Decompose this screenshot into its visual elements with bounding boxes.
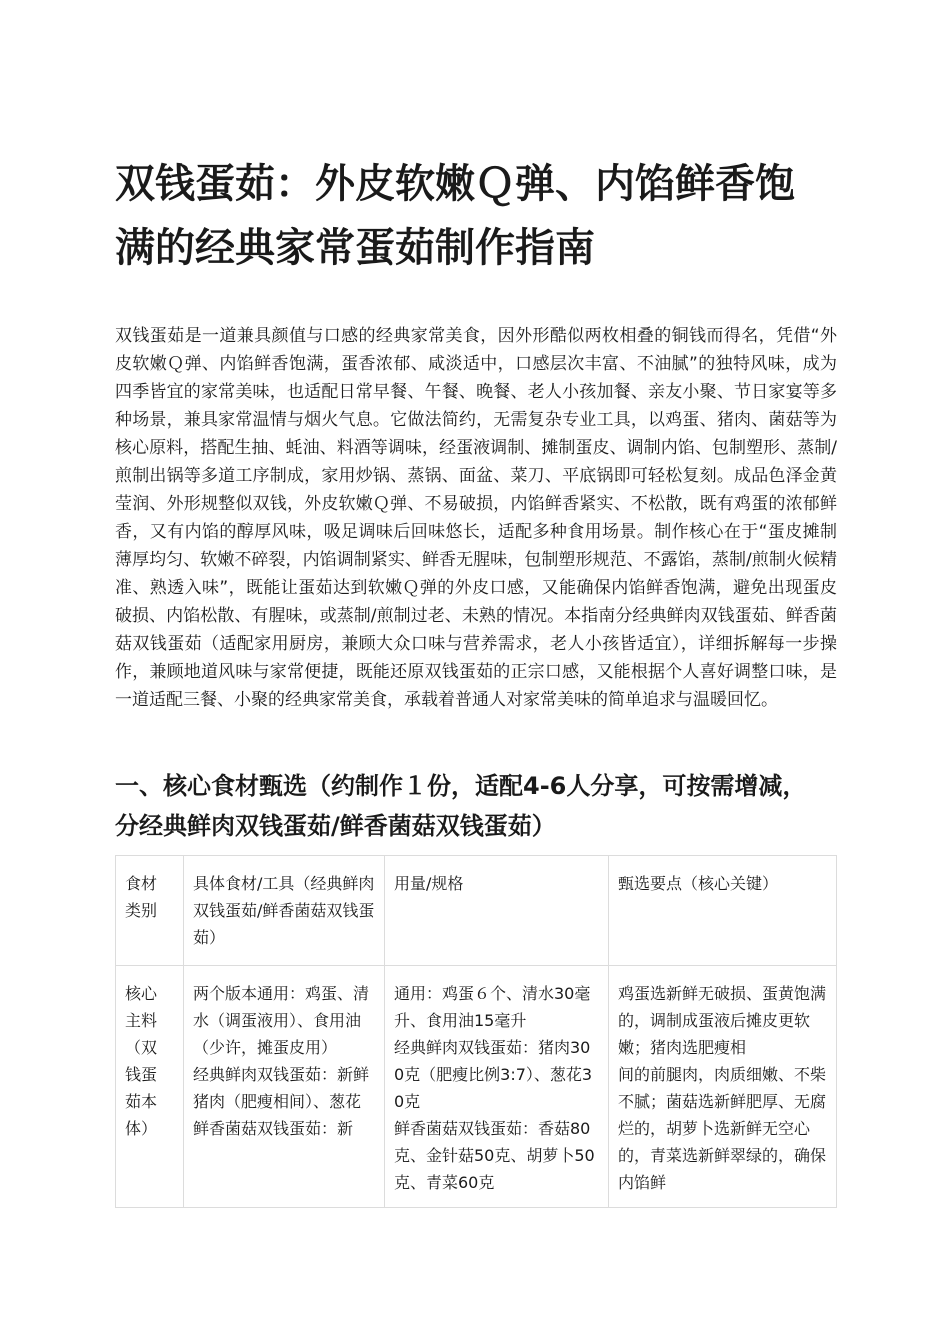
table-row xyxy=(116,966,837,1208)
ingredients-table xyxy=(115,855,837,1208)
table-cell: 通用：鸡蛋６个、清水30毫升、食用油15毫升 经典鲜肉双钱蛋茹：猪肉300克（肥瘦比例3:7）、葱花30克 鲜香菌菇双钱蛋茹：香菇80克、金针菇50克、胡萝卜50克、青菜60克 xyxy=(385,966,609,1208)
table-cell: 鸡蛋选新鲜无破损、蛋黄饱满的，调制成蛋液后摊皮更软嫩；猪肉选肥瘦相 间的前腿肉，肉质细嫩、不柴不腻；菌菇选新鲜肥厚、无腐烂的，胡萝卜选新鲜无空心的，青菜选新鲜翠绿的，确保内馅鲜 xyxy=(609,966,837,1208)
table-cell: 核心 主料 （双 钱蛋 茹本 体） xyxy=(116,966,184,1208)
table-header-cell: 食材 类别 xyxy=(116,856,184,966)
table-header-cell: 具体食材/工具（经典鲜肉双钱蛋茹/鲜香菌菇双钱蛋茹） xyxy=(184,856,385,966)
table-header-cell: 甄选要点（核心关键） xyxy=(609,856,837,966)
table-header-row xyxy=(116,856,837,966)
section-heading-ingredients: 一、核心食材甄选（约制作１份，适配4-6人分享，可按需增减， 分经典鲜肉双钱蛋茹/鲜香菌菇双钱蛋茹） xyxy=(115,772,807,840)
intro-paragraph: 双钱蛋茹是一道兼具颜值与口感的经典家常美食，因外形酷似两枚相叠的铜钱而得名，凭借“外皮软嫩Ｑ弹、内馅鲜香饱满，蛋香浓郁、咸淡适中，口感层次丰富、不油腻”的独特风味，成为四季皆宜的家常美味，也适配日常早餐、午餐、晚餐、老人小孩加餐、亲友小聚、节日家宴等多种场景，兼具家常温情与烟火气息。它做法简约，无需复杂专业工具，以鸡蛋、猪肉、菌菇等为核心原料，搭配生抽、蚝油、料酒等调味，经蛋液调制、摊制蛋皮、调制内馅、包制塑形、蒸制/煎制出锅等多道工序制成，家用炒锅、蒸锅、面盆、菜刀、平底锅即可轻松复刻。成品色泽金黄莹润、外形规整似双钱，外皮软嫩Ｑ弹、不易破损，内馅鲜香紧实、不松散，既有鸡蛋的浓郁鲜香，又有内馅的醇厚风味，吸足调味后回味悠长，适配多种食用场景。制作核心在于“蛋皮摊制薄厚均匀、软嫩不碎裂，内馅调制紧实、鲜香无腥味，包制塑形规范、不露馅，蒸制/煎制火候精准、熟透入味”，既能让蛋茹达到软嫩Ｑ弹的外皮口感，又能确保内馅鲜香饱满，避免出现蛋皮破损、内馅松散、有腥味，或蒸制/煎制过老、未熟的情况。本指南分经典鲜肉双钱蛋茹、鲜香菌菇双钱蛋茹（适配家用厨房，兼顾大众口味与营养需求，老人小孩皆适宜），详细拆解每一步操作，兼顾地道风味与家常便捷，既能还原双钱蛋茹的正宗口感，又能根据个人喜好调整口味，是一道适配三餐、小聚的经典家常美食，承载着普通人对家常美味的简单追求与温暖回忆。 xyxy=(115,326,837,710)
table-cell: 两个版本通用：鸡蛋、清水（调蛋液用）、食用油（少许，摊蛋皮用） 经典鲜肉双钱蛋茹：新鲜猪肉（肥瘦相间）、葱花 鲜香菌菇双钱蛋茹：新 xyxy=(184,966,385,1208)
page-title: 双钱蛋茹：外皮软嫩Ｑ弹、内馅鲜香饱 满的经典家常蛋茹制作指南 xyxy=(115,161,795,271)
table-header-cell: 用量/规格 xyxy=(385,856,609,966)
